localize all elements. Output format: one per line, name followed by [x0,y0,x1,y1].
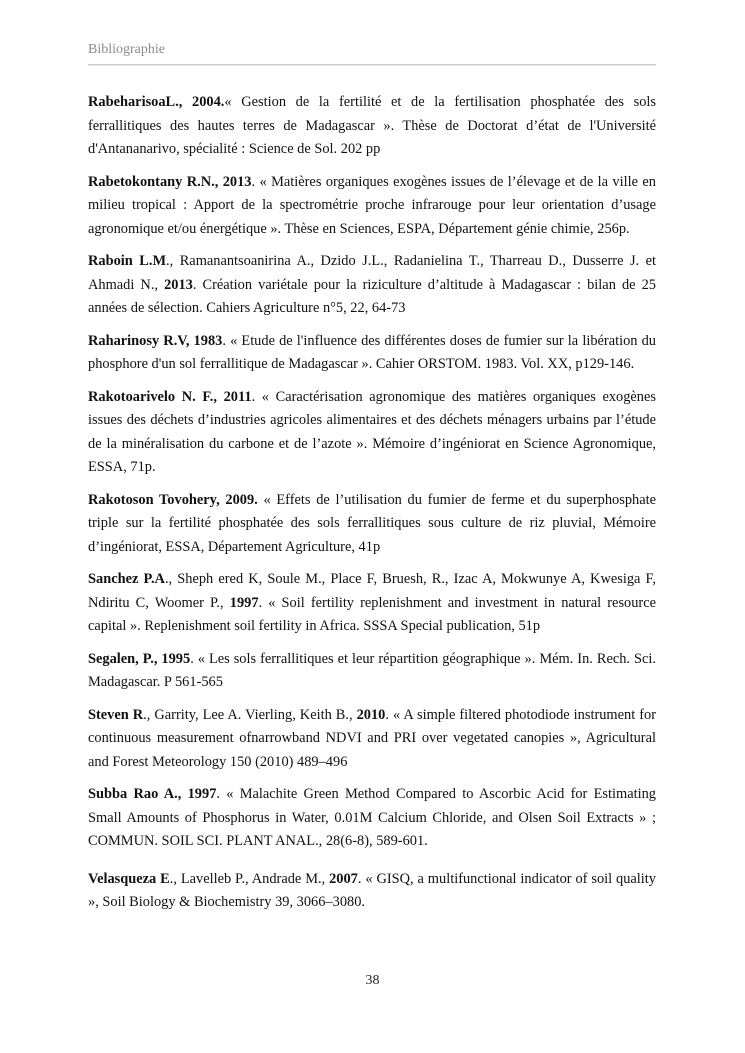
reference-text: . « Malachite Green Method Compared to Ascorbic Acid for Estimating Small Amounts of Phosphorus in Water, 0.01M Calcium Chloride, and Olsen Soil Extracts » ; COMMUN. SOIL SCI. PLANT ANAL., 28(6-8), 589-601. [88,786,656,849]
reference-entry [88,386,656,480]
header-divider [88,64,656,66]
reference-entry [88,704,656,775]
reference-emphasis: Velasqueza E [88,870,170,887]
reference-text: . « Etude de l'influence des différentes doses de fumier sur la libération du phosphore d'un sol ferrallitique de Madagascar ». Cahier ORSTOM. 1983. Vol. XX, p129-146. [88,332,656,372]
reference-entry [88,171,656,242]
reference-entry [88,330,656,377]
reference-text: . « Caractérisation agronomique des matières organiques exogènes issues des déchets d’industries agricoles alimentaires et des déchets ménagers urbains par l’étude de la minéralisation du carbone et de l’azote ». Mémoire d’ingéniorat en Science Agronomique, ESSA, 71p. [88,388,656,475]
reference-emphasis: 2013 [164,276,193,293]
reference-emphasis: Rabetokontany R.N., 2013 [88,173,252,190]
reference-text: . « Soil fertility replenishment and investment in natural resource capital ». Replenishment soil fertility in Africa. SSSA Special publication, 51p [88,594,656,634]
reference-emphasis: Raboin L.M [88,253,167,269]
running-header: Bibliographie [88,42,165,57]
reference-text: ., Garrity, Lee A. Vierling, Keith B., [143,706,357,723]
bibliography-list [88,91,656,924]
reference-emphasis: Steven R [88,706,144,723]
reference-entry [88,489,656,560]
reference-text: . Création variétale pour la riziculture d’altitude à Madagascar : bilan de 25 années de sélection. Cahiers Agriculture n°5, 22, 64-73 [88,276,656,316]
reference-entry [88,250,656,321]
reference-text: . « Les sols ferrallitiques et leur répartition géographique ». Mém. In. Rech. Sci. Madagascar. P 561-565 [88,650,656,690]
reference-emphasis: Rakotoarivelo N. F., 2011 [88,388,252,405]
reference-text: . « A simple filtered photodiode instrument for continuous measurement ofnarrowband NDVI and PRI over vegetated canopies », Agricultural and Forest Meteorology 150 (2010) 489–496 [88,706,656,770]
reference-emphasis: 2007 [329,870,358,887]
reference-text: ., Ramanantsoanirina A., Dzido J.L., Radanielina T., Tharreau D., Dusserre J. et Ahmadi N., [88,253,656,293]
page-number: 38 [365,973,380,988]
reference-text: . « Matières organiques exogènes issues de l’élevage et de la ville en milieu tropical : Apport de la spectrométrie proche infrarouge pour leur orientation d’usage agronomique et/ou énergétique ». Thèse en Sciences, ESPA, Département génie chimie, 256p. [88,173,656,237]
reference-entry [88,868,656,915]
reference-text: . « GISQ, a multifunctional indicator of soil quality », Soil Biology & Biochemistry 39, 3066–3080. [88,870,657,910]
reference-emphasis: Subba Rao A., 1997 [88,786,217,802]
reference-entry [88,568,656,639]
reference-emphasis: 1997 [229,594,259,611]
reference-entry [88,783,656,854]
reference-emphasis: RabeharisoaL., 2004. [88,94,225,110]
reference-text: ., Sheph ered K, Soule M., Place F, Bruesh, R., Izac A, Mokwunye A, Kwesiga F, Ndiritu C, Woomer P., [88,571,656,611]
reference-emphasis: Rakotoson Tovohery, 2009. [88,491,258,508]
reference-emphasis: Segalen, P., 1995 [88,650,191,667]
reference-text: « Effets de l’utilisation du fumier de ferme et du superphosphate triple sur la fertilité phosphatée des sols ferrallitiques sous culture de riz pluvial, Mémoire d’ingéniorat, ESSA, Département Agriculture, 41p [88,491,656,555]
reference-text: ., Lavelleb P., Andrade M., [169,870,330,887]
reference-emphasis: 2010 [356,706,386,723]
reference-emphasis: Raharinosy R.V, 1983 [88,332,223,349]
reference-entry [88,91,656,162]
reference-text: « Gestion de la fertilité et de la fertilisation phosphatée des sols ferrallitiques des hautes terres de Madagascar ». Thèse de Doctorat d’état de l'Université d'Antananarivo, spécialité : Science de Sol. 202 pp [88,94,656,157]
reference-emphasis: Sanchez P.A [88,571,165,587]
reference-entry [88,648,656,695]
